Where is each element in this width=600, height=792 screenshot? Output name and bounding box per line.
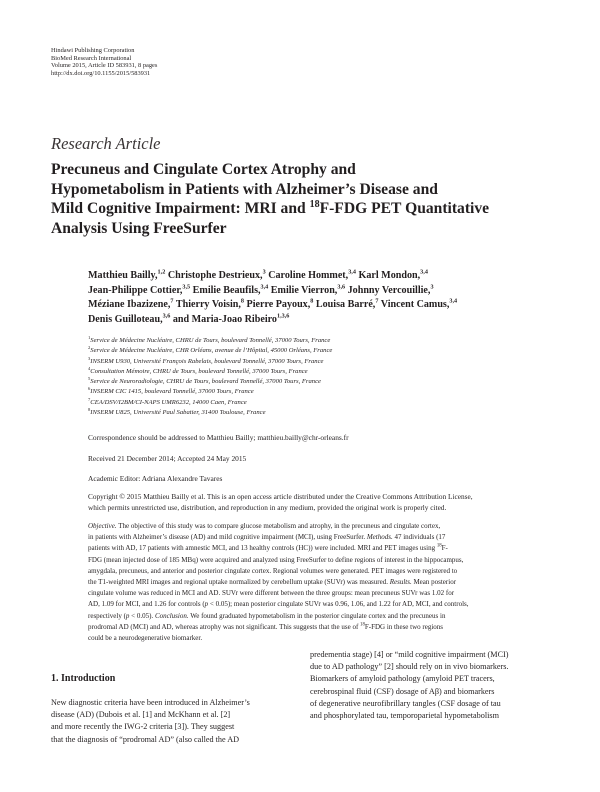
affiliation: $^7$CEA/DSV/I2BM/CI-NAPS UMR6232, 14000 Caen, France bbox=[88, 396, 247, 406]
academic-editor: Academic Editor: Adriana Alexandre Tavares bbox=[88, 474, 223, 483]
author-line: Jean-Philippe Cottier,$^{3,5}$ Emilie Beaufils,$^{3,4}$ Emilie Vierron,$^{3,6}$ Johnny Vercouillie,$^3$ bbox=[88, 283, 434, 296]
abstract-line: could be a neurodegenerative biomarker. bbox=[88, 634, 203, 643]
affiliation: $^5$Service de Neuroradiologie, CHRU de Tours, boulevard Tonnellé, 37000 Tours, France bbox=[88, 376, 321, 386]
journal-name: BioMed Research International bbox=[51, 54, 132, 62]
abstract-line: amygdala, precuneus, and anterior and posterior cingulate cortex. Regional volumes were generated. PET images were registered to bbox=[88, 566, 458, 575]
author-line: Matthieu Bailly,$^{1,2}$ Christophe Destrieux,$^3$ Caroline Hommet,$^{3,4}$ Karl Mondon,$^{3,4}$ bbox=[88, 268, 428, 281]
author-list bbox=[88, 269, 548, 327]
abstract-line: respectively (p < 0.05). Conclusion. We found graduated hypometabolism in the posterior cingulate cortex and the precuneus in bbox=[88, 611, 446, 620]
doi-link[interactable]: http://dx.doi.org/10.1155/2015/583931 bbox=[51, 70, 151, 78]
body-line: of degenerative neurofibrillary tangles (CSF dosage of tau bbox=[310, 698, 501, 708]
abstract-line: prodromal AD (MCI) and AD, whereas atrophy was not significant. This suggests that the use of $^{18}$F-FDG in these two regions bbox=[88, 622, 444, 631]
copyright-notice: Copyright © 2015 Matthieu Bailly et al. This is an open access article distributed under the Creative Commons Attribution License, which permits unrestricted use, distribution, and reproduction in any medium, provided the original work is properly cited. bbox=[88, 492, 473, 512]
publisher-name: Hindawi Publishing Corporation bbox=[51, 47, 135, 54]
body-line: cerebrospinal fluid (CSF) dosage of Aβ) and biomarkers bbox=[310, 686, 495, 696]
article-category: Research Article bbox=[51, 134, 161, 153]
abstract-line: Objective. The objective of this study was to compare glucose metabolism and atrophy, in the precuneus and cingulate cortex, bbox=[88, 522, 441, 530]
title-line: Mild Cognitive Impairment: MRI and $^{18}$F-FDG PET Quantitative bbox=[51, 199, 490, 218]
affiliation: $^3$INSERM U930, Université François Rabelais, boulevard Tonnellé, 37000 Tours, France bbox=[88, 355, 324, 365]
volume-info: Volume 2015, Article ID 583931, 8 pages bbox=[51, 62, 158, 70]
body-line: New diagnostic criteria have been introduced in Alzheimer’s bbox=[51, 698, 250, 707]
affiliations bbox=[88, 336, 332, 418]
body-line: and phosphorylated tau, temporoparietal hypometabolism bbox=[310, 711, 499, 721]
abstract bbox=[88, 521, 551, 644]
article-title bbox=[51, 160, 571, 238]
affiliation: $^8$INSERM U825, Université Paul Sabatier, 31400 Toulouse, France bbox=[88, 406, 266, 417]
affiliation: $^6$INSERM CIC 1415, boulevard Tonnellé, 37000 Tours, France bbox=[88, 386, 254, 396]
abstract-line: cingulate volume was reduced in MCI and AD. SUVr were different between the three groups: mean precuneus SUVr was 1.02 for bbox=[88, 589, 455, 598]
body-line: and more recently the IWG-2 criteria [3]). They suggest bbox=[51, 722, 235, 732]
affiliation: $^4$Consultation Mémoire, CHRU de Tours, boulevard Tonnellé, 37000 Tours, France bbox=[88, 365, 308, 375]
title-line: Hypometabolism in Patients with Alzheimer’s Disease and bbox=[51, 180, 438, 198]
correspondence: Correspondence should be addressed to Matthieu Bailly; matthieu.bailly@chr-orleans.fr bbox=[88, 433, 349, 442]
abstract-line: AD, 1.09 for MCI, and 1.26 for controls (p < 0.05); mean posterior cingulate SUVr was 0.96, 1.06, and 1.22 for AD, MCI, and controls, bbox=[88, 600, 469, 609]
abstract-line: the T1-weighted MRI images and regional uptake normalized by cerebellum uptake (SUVr) was measured. Results. Mean posterior bbox=[88, 578, 457, 587]
body-line: predementia stage) [4] or “mild cognitive impairment (MCI) bbox=[310, 650, 509, 659]
title-line: Analysis Using FreeSurfer bbox=[51, 219, 227, 237]
affiliation: $^2$Service de Médecine Nucléaire, CHR Orléans, avenue de l’Hôpital, 45000 Orléans, France bbox=[88, 345, 333, 355]
received-dates: Received 21 December 2014; Accepted 24 May 2015 bbox=[88, 454, 247, 463]
affiliation: $^1$Service de Médecine Nucléaire, CHRU de Tours, boulevard Tonnellé, 37000 Tours, France bbox=[88, 334, 331, 344]
abstract-line: in patients with Alzheimer’s disease (AD) and mild cognitive impairment (MCI), using FreeSurfer. Methods. 47 individuals (17 bbox=[88, 533, 446, 542]
body-line: due to AD pathology” [2] should rely on in vivo biomarkers. bbox=[310, 662, 509, 672]
author-line: Méziane Ibazizene,$^7$ Thierry Voisin,$^8$ Pierre Payoux,$^8$ Louisa Barré,$^7$ Vincent Camus,$^{3,4}$ bbox=[88, 297, 458, 311]
section-heading: 1. Introduction bbox=[51, 673, 116, 684]
publication-header bbox=[51, 47, 157, 78]
author-line: Denis Guilloteau,$^{3,6}$ and Maria-Joao Ribeiro$^{1,3,6}$ bbox=[88, 312, 290, 325]
body-line: that the diagnosis of “prodromal AD” (also called the AD bbox=[51, 734, 240, 744]
abstract-line: patients with AD, 17 patients with amnestic MCI, and 13 healthy controls (HC)) were included. MRI and PET images using $^{18}$F- bbox=[88, 544, 448, 553]
title-line: Precuneus and Cingulate Cortex Atrophy and bbox=[51, 161, 356, 178]
body-line: disease (AD) (Dubois et al. [1] and McKhann et al. [2] bbox=[51, 710, 231, 720]
body-line: Biomarkers of amyloid pathology (amyloid PET tracers, bbox=[310, 674, 495, 684]
abstract-line: FDG (mean injected dose of 185 MBq) were acquired and analyzed using FreeSurfer to define regions of interest in the hippocampus, bbox=[88, 555, 464, 564]
intro-right-column bbox=[310, 649, 550, 722]
intro-left-column bbox=[51, 697, 291, 746]
